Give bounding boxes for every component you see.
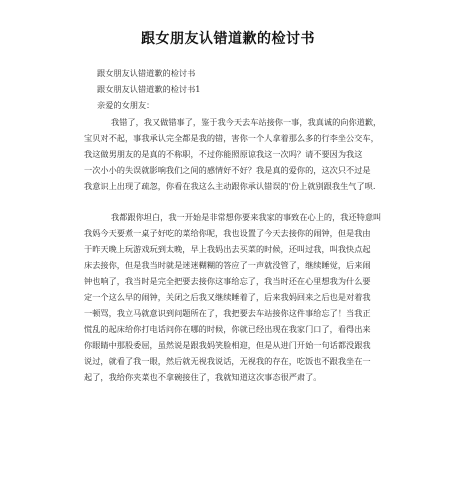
header-line: 跟女朋友认错道歉的检讨书1 [97,84,201,94]
paragraph-line: 钟也响了，我当时是完全把要去接你这事给忘了，我当时还在心里想我为什么要 [84,276,371,286]
paragraph-line: 说过，就看了我一眼，然后就无视我说话，无视我的存在，吃饭也不跟我坐在一 [84,356,371,366]
document-title: 跟女朋友认错道歉的检讨书 [141,31,315,47]
paragraph-line: 我这做男朋友的是真的不称职，不过你能照原谅我这一次吗？请不要因为我这 [84,149,363,159]
paragraph-line: 我都跟你坦白，我一开始是非常想你要来我家的事致在心上的，我还特意叫 [111,212,382,222]
paragraph-line: 定一个这么早的闹钟，关闭之后我又继续睡着了，后来我妈回来之后也是对着我 [84,292,371,302]
paragraph-line: 起了，我给你夹菜也不拿碗接住了，我就知道这次事态很严肃了。 [84,372,322,382]
paragraph-line: 我妈今天要煮一桌子好吃的菜给你呢，我也设置了今天去接你的闹钟，但是我由 [84,228,371,238]
header-line: 跟女朋友认错道歉的检讨书 [97,68,196,78]
paragraph-line: 一顿骂，我立马就意识到问题所在了，我把要去车站接你这件事给忘了！当我正 [84,308,371,318]
paragraph-line: 一次小小的失误就影响我们之间的感情好不好？我是真的爱你的，这次只不过是 [84,165,371,175]
paragraph-line: 于昨天晚上玩游戏玩到太晚，早上我妈出去买菜的时候，还叫过我，叫我快点起 [84,244,371,254]
salutation: 亲爱的女朋友： [97,100,155,110]
paragraph-line: 慌乱的起床给你打电话问你在哪的时候，你就已经出现在我家门口了，看得出来 [84,324,371,334]
paragraph-line: 我错了，我又做错事了，鉴于我今天去车站接你一事，我真诚的向你道歉， [111,117,382,127]
paragraph-line: 你眼睛中那股委屈，虽然说是跟我妈笑脸相迎，但是从进门开始一句话都没跟我 [84,340,371,350]
paragraph-line: 床去接你，但是我当时就是迷迷糊糊的答应了一声就没管了，继续睡觉，后来闹 [84,260,371,270]
paragraph-line: 宝贝对不起，事我承认完全都是我的错，害你一个人拿着那么多的行李坐公交车， [84,133,379,143]
paragraph-line: 我意识上出现了疏忽，你看在我这么主动跟你承认错误的'份上就别跟我生气了呗. [84,181,376,191]
